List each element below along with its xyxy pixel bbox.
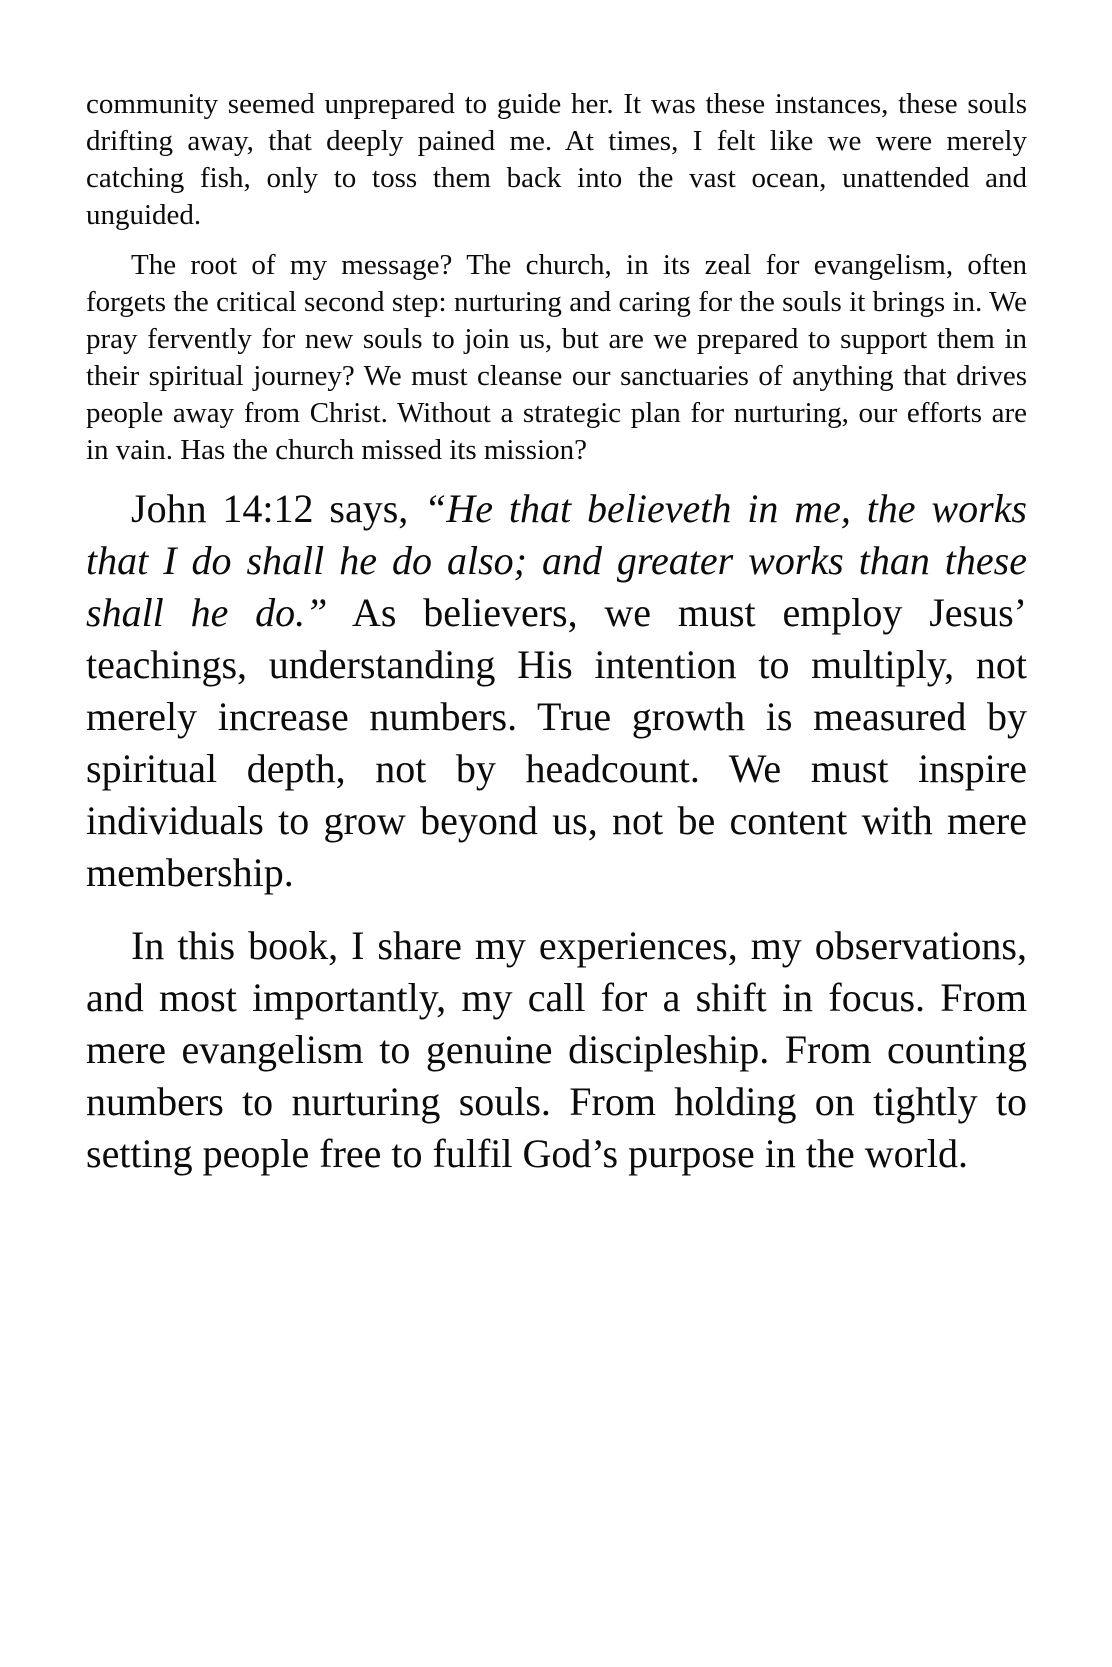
paragraph-in-this-book: In this book, I share my experiences, my observations, and most importantly, my call for a shift in focus. From mere evangelism to genuine discipleship. From counting numbers to nurturing souls. From holding on tightly to setting people free to fulfil God’s purpose in the world. — [86, 923, 1027, 1176]
believers-commentary-text: As believers, we must employ Jesus’ teachings, understanding His intention to multiply, not merely increase numbers. True growth is measured by spiritual depth, not by headcount. We must inspire individuals to grow beyond us, not be content with mere membership. — [86, 590, 1027, 895]
scripture-reference-text: John 14:12 says, — [131, 486, 425, 531]
paragraph-root-of-message: The root of my message? The church, in its zeal for evangelism, often forgets the critical second step: nurturing and caring for the souls it brings in. We pray fervently for new souls to join us, but are we prepared to support them in their spiritual journey? We must cleanse our sanctuaries of anything that drives people away from Christ. Without a strategic plan for nurturing, our efforts are in vain. Has the church missed its mission? — [86, 249, 1027, 466]
paragraph-continuation: community seemed unprepared to guide her. It was these instances, these souls drifting away, that deeply pained me. At times, I felt like we were merely catching fish, only to toss them back into the vast ocean, unattended and unguided. — [86, 88, 1027, 231]
scripture-quote: “He that believeth in me, the works that I do shall he do also; and greater works than these shall he do.” — [86, 486, 1027, 635]
paragraph-john-14-12 — [86, 483, 1027, 899]
